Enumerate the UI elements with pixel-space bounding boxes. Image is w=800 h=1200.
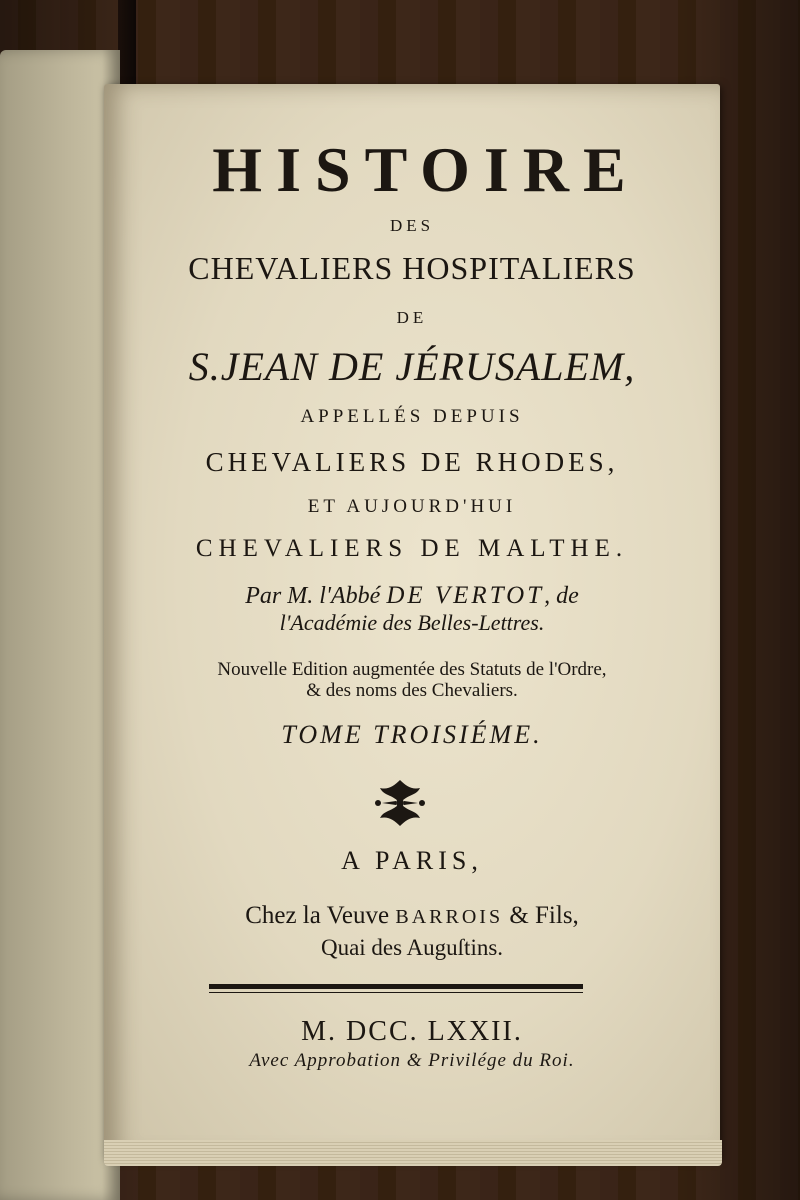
publisher-suffix: & Fils,	[509, 902, 579, 929]
author-name: DE VERTOT	[386, 582, 545, 609]
edition-line-2: & des noms des Chevaliers.	[306, 680, 518, 701]
title-de: DE	[396, 308, 428, 327]
book-spine-shadow	[118, 0, 136, 90]
fleuron-ornament-icon	[370, 776, 430, 830]
main-title: HISTOIRE	[212, 134, 640, 205]
divider-rule-thin	[209, 992, 583, 993]
title-chevaliers-rhodes: CHEVALIERS DE RHODES,	[205, 447, 619, 477]
page-edges	[104, 1140, 722, 1166]
publication-date: M. DCC. LXXII.	[301, 1016, 523, 1047]
title-aujourdhui: ET AUJOURD'HUI	[307, 496, 517, 517]
divider-rule-thick	[209, 984, 583, 989]
publisher-line	[104, 898, 720, 935]
title-appelles-depuis: APPELLÉS DEPUIS	[300, 406, 524, 427]
title-chevaliers-hospitaliers: CHEVALIERS HOSPITALIERS	[188, 250, 636, 286]
left-facing-page	[0, 50, 120, 1200]
volume-label: TOME TROISIÉME.	[281, 720, 543, 749]
publisher-name: BARROIS	[395, 906, 504, 928]
title-chevaliers-malthe: CHEVALIERS DE MALTHE.	[195, 535, 629, 562]
author-suffix: , de	[544, 583, 579, 609]
author-prefix: Par M. l'Abbé	[245, 583, 381, 609]
imprint-city: A PARIS,	[341, 846, 483, 875]
title-des: DES	[389, 216, 435, 235]
privilege-line: Avec Approbation & Privilége du Roi.	[249, 1050, 575, 1071]
title-saint-jean: S.JEAN DE JÉRUSALEM,	[188, 344, 636, 389]
publisher-address: Quai des Auguſtins.	[320, 935, 504, 960]
publisher-prefix: Chez la Veuve	[245, 902, 390, 929]
edition-line-1: Nouvelle Edition augmentée des Statuts de l'Ordre,	[217, 659, 607, 680]
academie-line: l'Académie des Belles-Lettres.	[279, 610, 545, 635]
